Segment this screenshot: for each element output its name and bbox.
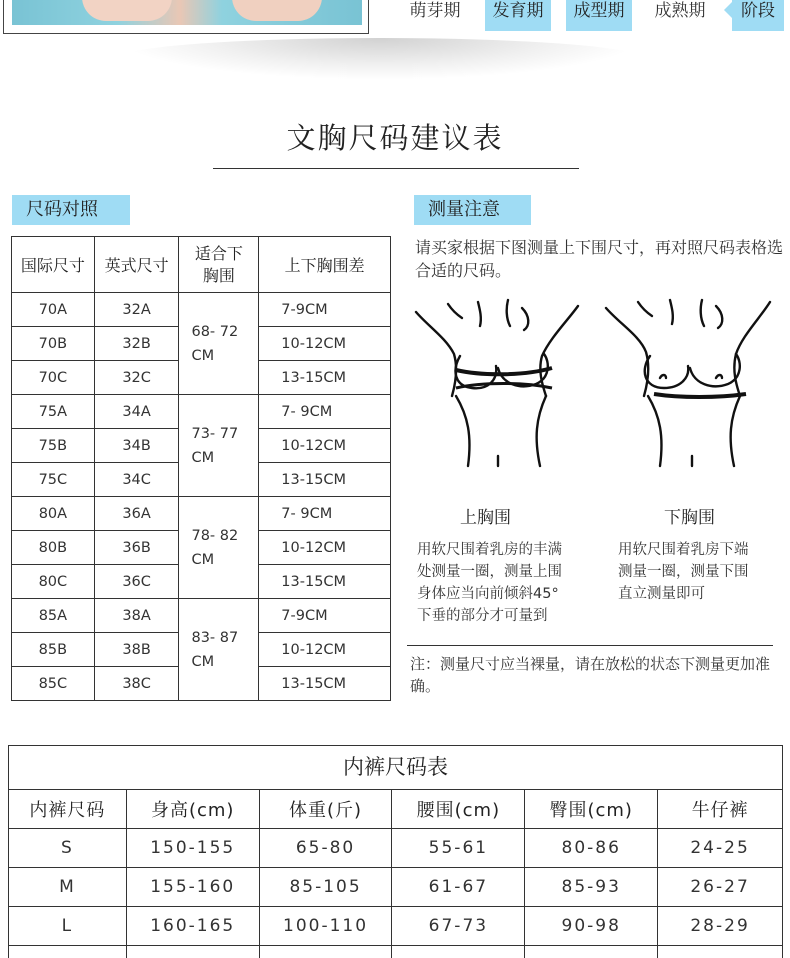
uk-size-cell: 34C xyxy=(94,463,179,497)
waist-cell xyxy=(392,946,525,958)
header-waist: 腰围(cm) xyxy=(392,790,525,829)
height-cell xyxy=(126,946,259,958)
size-cell: L xyxy=(9,907,127,946)
title-underline xyxy=(213,168,579,169)
uk-size-cell: 32C xyxy=(94,361,179,395)
uk-size-cell: 36B xyxy=(94,531,179,565)
hip-cell: 85-93 xyxy=(525,868,658,907)
note-divider xyxy=(407,645,773,646)
intl-size-cell: 70B xyxy=(12,327,95,361)
hip-cell: 90-98 xyxy=(525,907,658,946)
header-jeans: 牛仔裤 xyxy=(658,790,783,829)
intl-size-cell: 80C xyxy=(12,565,95,599)
uk-size-cell: 34A xyxy=(94,395,179,429)
bust-diff-cell: 10-12CM xyxy=(259,531,391,565)
header-height: 身高(cm) xyxy=(126,790,259,829)
lower-bust-desc-line: 直立测量即可 xyxy=(618,586,705,602)
stage-sprout: 萌芽期 xyxy=(409,1,461,21)
weight-cell: 85-105 xyxy=(259,868,392,907)
model-photo-figure-left xyxy=(82,0,172,21)
underwear-size-section xyxy=(8,745,783,958)
waist-cell: 61-67 xyxy=(392,868,525,907)
intl-size-cell: 75C xyxy=(12,463,95,497)
uk-size-cell: 34B xyxy=(94,429,179,463)
bust-diff-cell: 10-12CM xyxy=(259,327,391,361)
lower-bust-label: 下胸围 xyxy=(664,508,715,528)
underbust-range-cell: 78- 82 CM xyxy=(179,497,259,599)
bust-diff-cell: 7- 9CM xyxy=(259,395,391,429)
waist-cell: 55-61 xyxy=(392,829,525,868)
intl-size-cell: 85B xyxy=(12,633,95,667)
bust-diff-cell: 10-12CM xyxy=(259,429,391,463)
bust-diff-cell: 7-9CM xyxy=(259,293,391,327)
lower-bust-desc-line: 测量一圈，测量下围 xyxy=(618,564,749,580)
table-row xyxy=(9,946,783,958)
bust-diff-cell: 13-15CM xyxy=(259,565,391,599)
intl-size-cell: 75A xyxy=(12,395,95,429)
waist-cell: 67-73 xyxy=(392,907,525,946)
uk-size-cell: 38A xyxy=(94,599,179,633)
table-row xyxy=(12,293,391,327)
upper-bust-figure xyxy=(412,296,582,481)
header-intl-size: 国际尺寸 xyxy=(12,237,95,293)
model-photo xyxy=(12,0,362,25)
upper-bust-desc-line: 身体应当向前倾斜45° xyxy=(417,586,559,602)
uk-size-cell: 32B xyxy=(94,327,179,361)
upper-bust-desc xyxy=(417,539,597,627)
stage-forming: 成型期 xyxy=(566,0,632,31)
height-cell: 155-160 xyxy=(126,868,259,907)
uk-size-cell: 38B xyxy=(94,633,179,667)
lower-bust-desc-line: 用软尺围着乳房下端 xyxy=(618,542,749,558)
table-row xyxy=(12,599,391,633)
weight-cell: 65-80 xyxy=(259,829,392,868)
bust-diff-cell: 13-15CM xyxy=(259,463,391,497)
hip-cell: 80-86 xyxy=(525,829,658,868)
bra-size-table xyxy=(11,236,391,701)
header-hip: 臀围(cm) xyxy=(525,790,658,829)
bra-table-header-row xyxy=(12,237,391,293)
intl-size-cell: 70C xyxy=(12,361,95,395)
header-underbust: 适合下胸围 xyxy=(179,237,259,293)
lower-bust-desc xyxy=(618,539,790,605)
underbust-range-cell: 83- 87 CM xyxy=(179,599,259,701)
uk-size-cell: 36A xyxy=(94,497,179,531)
header-size: 内裤尺码 xyxy=(9,790,127,829)
size-chart-tag: 尺码对照 xyxy=(12,195,130,225)
stage-arrow-icon xyxy=(724,2,732,18)
lower-bust-figure xyxy=(600,296,775,481)
measure-intro: 请买家根据下图测量上下围尺寸，再对照尺码表格选合适的尺码。 xyxy=(415,238,784,280)
measure-notes-tag: 测量注意 xyxy=(414,195,531,225)
uk-size-cell: 32A xyxy=(94,293,179,327)
table-row xyxy=(9,907,783,946)
weight-cell xyxy=(259,946,392,958)
table-row xyxy=(9,868,783,907)
uk-size-cell: 38C xyxy=(94,667,179,701)
stage-label: 阶段 xyxy=(732,0,784,31)
upper-bust-desc-line: 下垂的部分才可量到 xyxy=(417,608,548,624)
bust-diff-cell: 10-12CM xyxy=(259,633,391,667)
jeans-cell: 26-27 xyxy=(658,868,783,907)
upper-bust-desc-line: 用软尺围着乳房的丰满 xyxy=(417,542,562,558)
underwear-table-title: 内裤尺码表 xyxy=(8,745,783,789)
height-cell: 150-155 xyxy=(126,829,259,868)
intl-size-cell: 80B xyxy=(12,531,95,565)
jeans-cell xyxy=(658,946,783,958)
intl-size-cell: 85A xyxy=(12,599,95,633)
intl-size-cell: 80A xyxy=(12,497,95,531)
intl-size-cell: 75B xyxy=(12,429,95,463)
uk-size-cell: 36C xyxy=(94,565,179,599)
model-photo-figure-right xyxy=(232,0,322,21)
bust-diff-cell: 7- 9CM xyxy=(259,497,391,531)
header-uk-size: 英式尺寸 xyxy=(94,237,179,293)
size-cell: M xyxy=(9,868,127,907)
jeans-cell: 24-25 xyxy=(658,829,783,868)
hip-cell xyxy=(525,946,658,958)
weight-cell: 100-110 xyxy=(259,907,392,946)
model-photo-frame xyxy=(3,0,369,34)
measure-note: 注：测量尺寸应当裸量，请在放松的状态下测量更加准确。 xyxy=(410,655,771,695)
underwear-header-row xyxy=(9,790,783,829)
underbust-range-cell: 73- 77 CM xyxy=(179,395,259,497)
bust-diff-cell: 13-15CM xyxy=(259,667,391,701)
bust-diff-cell: 13-15CM xyxy=(259,361,391,395)
underwear-size-table xyxy=(8,789,783,958)
underbust-range-cell: 68- 72 CM xyxy=(179,293,259,395)
page-title: 文胸尺码建议表 xyxy=(286,121,504,155)
size-cell xyxy=(9,946,127,958)
table-row xyxy=(12,395,391,429)
table-row xyxy=(9,829,783,868)
intl-size-cell: 85C xyxy=(12,667,95,701)
divider-shadow xyxy=(115,38,645,80)
intl-size-cell: 70A xyxy=(12,293,95,327)
table-row xyxy=(12,497,391,531)
upper-bust-label: 上胸围 xyxy=(460,508,511,528)
bust-diff-cell: 7-9CM xyxy=(259,599,391,633)
header-weight: 体重(斤) xyxy=(259,790,392,829)
jeans-cell: 28-29 xyxy=(658,907,783,946)
header-bust-diff: 上下胸围差 xyxy=(259,237,391,293)
height-cell: 160-165 xyxy=(126,907,259,946)
upper-bust-desc-line: 处测量一圈，测量上围 xyxy=(417,564,562,580)
stage-mature: 成熟期 xyxy=(654,1,706,21)
stage-developing: 发育期 xyxy=(485,0,551,31)
size-cell: S xyxy=(9,829,127,868)
